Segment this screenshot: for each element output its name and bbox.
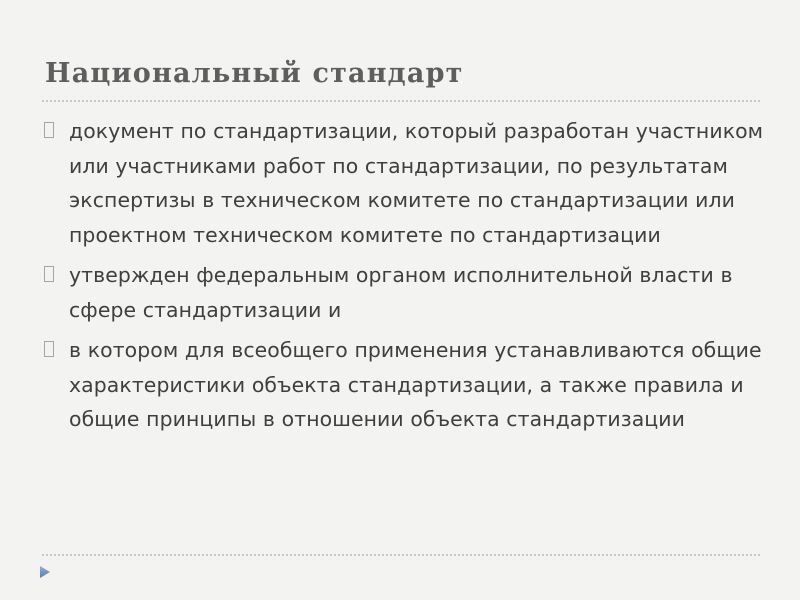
slide-title: Национальный стандарт	[45, 58, 464, 89]
title-divider	[42, 100, 760, 102]
bullet-item	[44, 333, 769, 437]
triangle-right-icon[interactable]	[39, 565, 51, 579]
bullet-square-icon	[44, 341, 54, 357]
bullet-square-icon	[44, 122, 54, 138]
bullet-list	[44, 114, 769, 443]
bullet-text: в котором для всеобщего применения устанавливаются общие характеристики объекта стандартизации, а также правила и общие принципы в отношении объекта стандартизации	[69, 338, 762, 431]
bullet-text: документ по стандартизации, который разработан участником или участниками работ по стандартизации, по результатам экспертизы в техническом комитете по стандартизации или проектном техническом комитете по стандартизации	[69, 119, 764, 247]
bullet-item	[44, 114, 769, 252]
footer-divider	[42, 554, 760, 556]
bullet-square-icon	[44, 266, 54, 282]
bullet-text: утвержден федеральным органом исполнительной власти в сфере стандартизации и	[69, 263, 733, 322]
bullet-item	[44, 258, 769, 327]
